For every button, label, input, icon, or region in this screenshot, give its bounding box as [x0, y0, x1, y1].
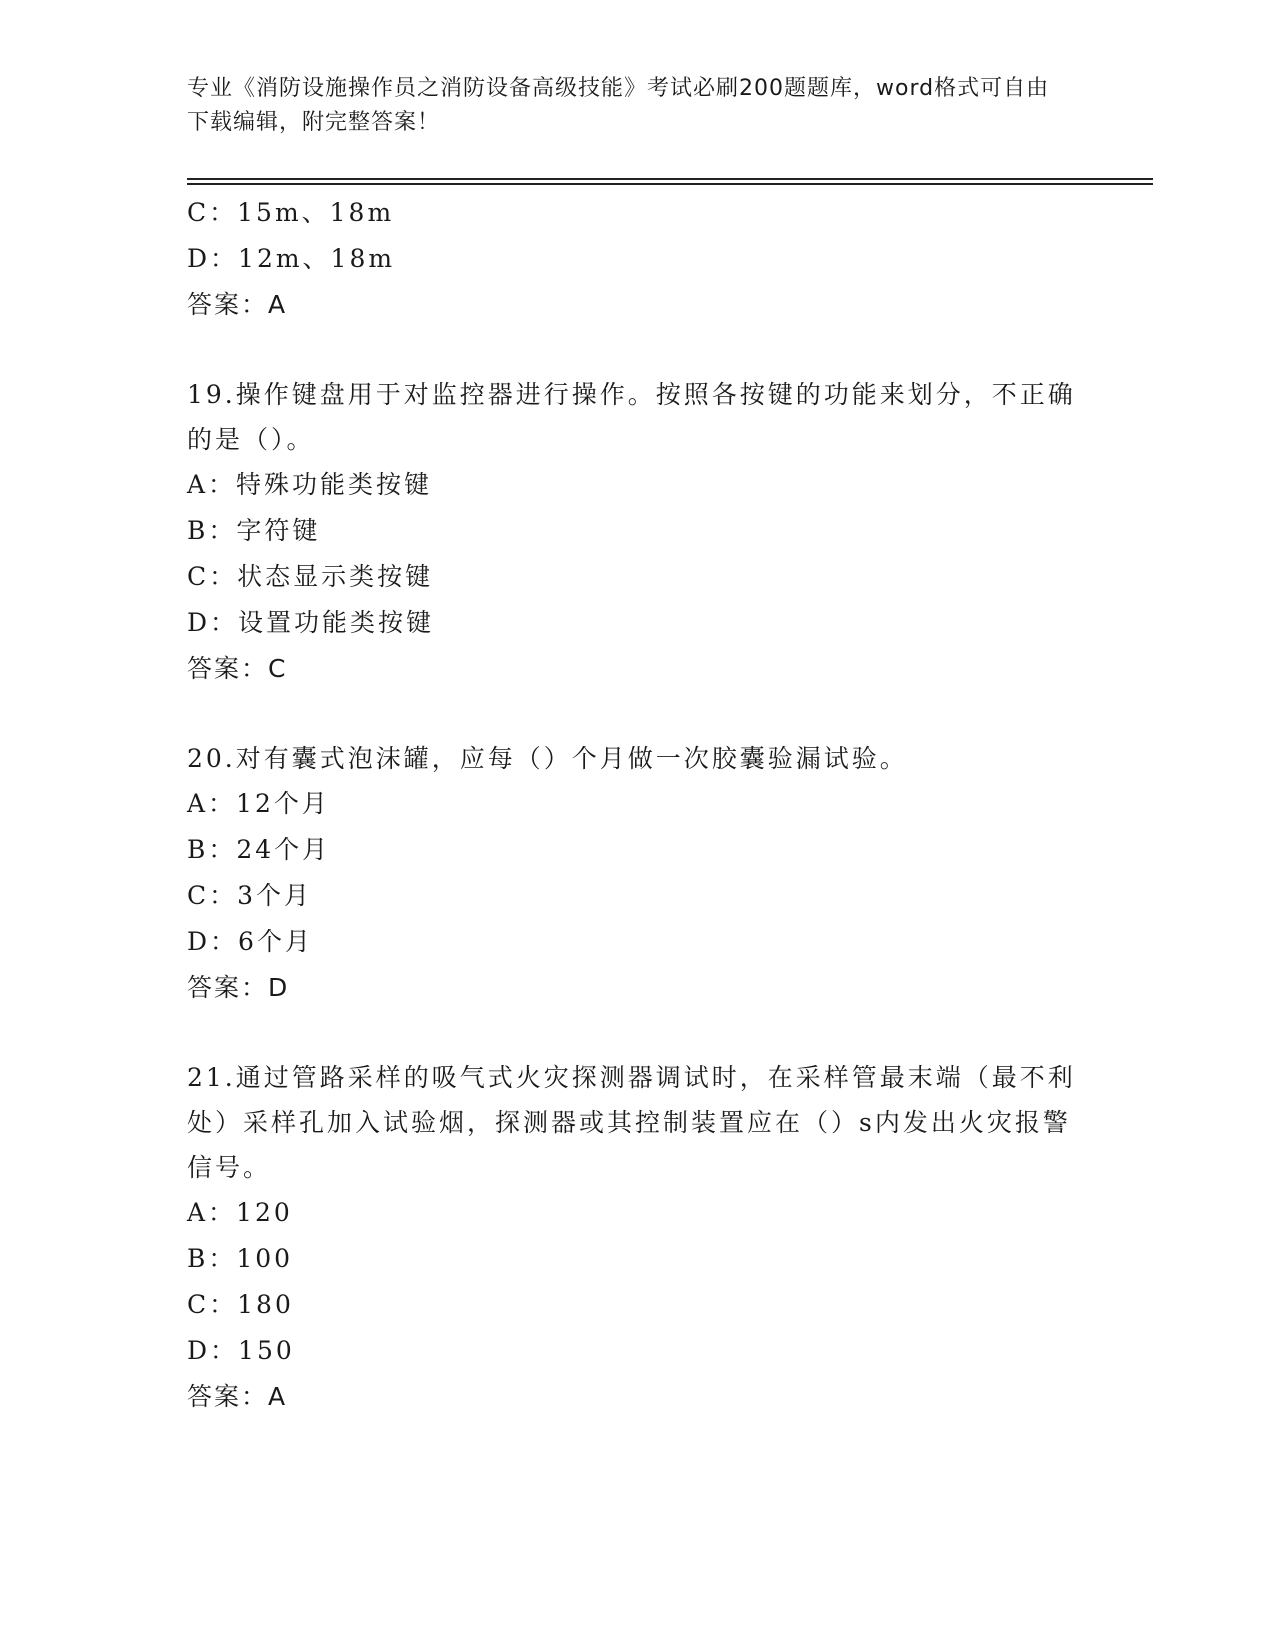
- spacer: [187, 1011, 1087, 1055]
- option-c: C：3个月: [187, 881, 313, 910]
- option-b: B：100: [187, 1244, 294, 1273]
- option-d: D：150: [187, 1336, 295, 1365]
- option-c: C：状态显示类按键: [187, 562, 434, 591]
- option-a: A：特殊功能类按键: [187, 470, 433, 499]
- option-a: A：12个月: [187, 789, 330, 818]
- document-body: [187, 190, 1087, 1420]
- question-18-tail: [187, 190, 1087, 328]
- question-19: [187, 372, 1087, 692]
- option-c: C：15m、18m: [187, 198, 395, 227]
- question-21: [187, 1055, 1087, 1420]
- spacer: [187, 692, 1087, 736]
- question-stem: 21.通过管路采样的吸气式火灾探测器调试时，在采样管最末端（最不利处）采样孔加入试验烟，探测器或其控制装置应在（）s内发出火灾报警信号。: [187, 1063, 1076, 1182]
- option-c: C：180: [187, 1290, 294, 1319]
- option-d: D：12m、18m: [187, 244, 396, 273]
- question-stem: 19.操作键盘用于对监控器进行操作。按照各按键的功能来划分，不正确的是（）。: [187, 380, 1076, 454]
- option-b: B：字符键: [187, 516, 321, 545]
- answer-line: 答案：A: [187, 1382, 288, 1411]
- option-a: A：120: [187, 1198, 293, 1227]
- spacer: [187, 328, 1087, 372]
- answer-line: 答案：C: [187, 654, 288, 683]
- answer-line: 答案：A: [187, 290, 288, 319]
- header-divider-top: [187, 178, 1153, 180]
- option-b: B：24个月: [187, 835, 331, 864]
- option-d: D：设置功能类按键: [187, 608, 435, 637]
- question-20: [187, 736, 1087, 1011]
- page-header: 专业《消防设施操作员之消防设备高级技能》考试必刷200题题库，word格式可自由下载编辑，附完整答案！: [187, 76, 1050, 135]
- answer-line: 答案：D: [187, 973, 290, 1002]
- header-divider-bottom: [187, 183, 1153, 185]
- option-d: D：6个月: [187, 927, 313, 956]
- question-stem: 20.对有囊式泡沫罐，应每（）个月做一次胶囊验漏试验。: [187, 744, 908, 773]
